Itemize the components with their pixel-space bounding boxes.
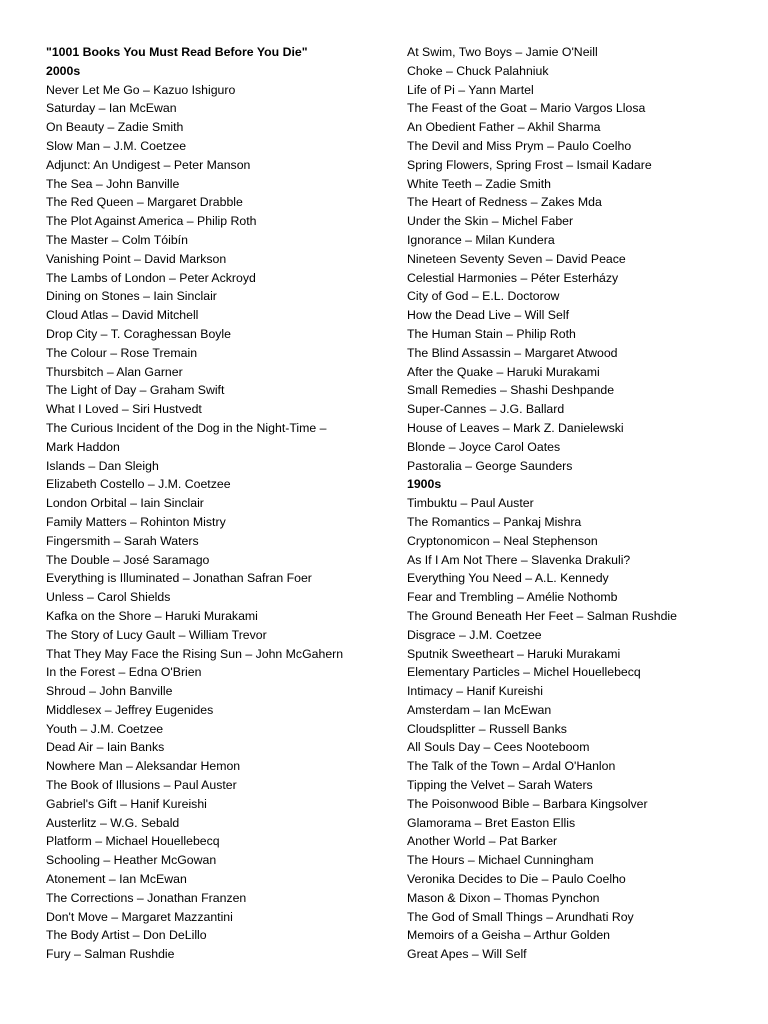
book-entry: Adjunct: An Undigest – Peter Manson xyxy=(46,157,251,172)
book-entry: The Romantics – Pankaj Mishra xyxy=(407,514,582,529)
book-entry: Super-Cannes – J.G. Ballard xyxy=(407,402,565,417)
book-entry: Fingersmith – Sarah Waters xyxy=(46,533,199,548)
book-entry: The Body Artist – Don DeLillo xyxy=(46,928,207,943)
book-entry: The Hours – Michael Cunningham xyxy=(407,853,594,868)
book-entry: Kafka on the Shore – Haruki Murakami xyxy=(46,608,258,623)
book-entry: Intimacy – Hanif Kureishi xyxy=(407,684,544,699)
book-entry: Elementary Particles – Michel Houellebecq xyxy=(407,665,641,680)
book-entry: The Ground Beneath Her Feet – Salman Rushdie xyxy=(407,608,678,623)
book-entry: The Light of Day – Graham Swift xyxy=(46,383,225,398)
book-entry: Drop City – T. Coraghessan Boyle xyxy=(46,326,231,341)
book-entry: Tipping the Velvet – Sarah Waters xyxy=(407,778,593,793)
book-entry: Austerlitz – W.G. Sebald xyxy=(46,815,180,830)
book-entry: An Obedient Father – Akhil Sharma xyxy=(407,120,601,135)
book-entry: Schooling – Heather McGowan xyxy=(46,853,217,868)
book-entry: Great Apes – Will Self xyxy=(407,947,527,962)
book-entry: Veronika Decides to Die – Paulo Coelho xyxy=(407,872,626,887)
book-entry: Ignorance – Milan Kundera xyxy=(407,232,555,247)
book-entry: At Swim, Two Boys – Jamie O'Neill xyxy=(407,45,598,59)
book-entry: All Souls Day – Cees Nooteboom xyxy=(407,740,590,755)
book-entry: As If I Am Not There – Slavenka Drakuli? xyxy=(407,552,631,567)
book-entry: Never Let Me Go – Kazuo Ishiguro xyxy=(46,82,236,97)
book-entry: Family Matters – Rohinton Mistry xyxy=(46,514,226,529)
book-entry: Dead Air – Iain Banks xyxy=(46,740,165,755)
book-entry: Youth – J.M. Coetzee xyxy=(46,721,164,736)
book-entry: What I Loved – Siri Hustvedt xyxy=(46,402,202,417)
book-entry: Everything is Illuminated – Jonathan Safran Foer xyxy=(46,571,312,586)
book-entry: Shroud – John Banville xyxy=(46,684,173,699)
book-entry: The Sea – John Banville xyxy=(46,176,180,191)
book-entry: The Devil and Miss Prym – Paulo Coelho xyxy=(407,138,632,153)
book-entry: Slow Man – J.M. Coetzee xyxy=(46,138,187,153)
book-entry: Choke – Chuck Palahniuk xyxy=(407,63,549,78)
book-entry: Mason & Dixon – Thomas Pynchon xyxy=(407,890,600,905)
book-entry: Memoirs of a Geisha – Arthur Golden xyxy=(407,928,610,943)
book-entry: Life of Pi – Yann Martel xyxy=(407,82,534,97)
book-entry: Another World – Pat Barker xyxy=(407,834,558,849)
document-title: "1001 Books You Must Read Before You Die" xyxy=(46,45,308,59)
book-entry: Islands – Dan Sleigh xyxy=(46,458,159,473)
book-entry: The Red Queen – Margaret Drabble xyxy=(46,195,243,210)
book-entry: On Beauty – Zadie Smith xyxy=(46,120,184,135)
book-entry: That They May Face the Rising Sun – John McGahern xyxy=(46,646,344,661)
book-entry: The Poisonwood Bible – Barbara Kingsolver xyxy=(407,796,648,811)
book-entry: How the Dead Live – Will Self xyxy=(407,308,569,323)
book-entry: The God of Small Things – Arundhati Roy xyxy=(407,909,634,924)
book-entry: Dining on Stones – Iain Sinclair xyxy=(46,289,217,304)
book-entry: Small Remedies – Shashi Deshpande xyxy=(407,383,615,398)
book-entry: Vanishing Point – David Markson xyxy=(46,251,227,266)
book-entry: The Plot Against America – Philip Roth xyxy=(46,214,257,229)
book-entry: The Blind Assassin – Margaret Atwood xyxy=(407,345,618,360)
book-entry: The Lambs of London – Peter Ackroyd xyxy=(46,270,256,285)
book-entry: Sputnik Sweetheart – Haruki Murakami xyxy=(407,646,621,661)
book-entry: The Heart of Redness – Zakes Mda xyxy=(407,195,602,210)
book-entry: Amsterdam – Ian McEwan xyxy=(407,702,552,717)
book-entry: Elizabeth Costello – J.M. Coetzee xyxy=(46,477,231,492)
book-entry: The Curious Incident of the Dog in the Night-Time – xyxy=(46,420,327,435)
book-entry: The Feast of the Goat – Mario Vargos Llosa xyxy=(407,101,646,116)
book-entry: The Corrections – Jonathan Franzen xyxy=(46,890,247,905)
book-entry: Under the Skin – Michel Faber xyxy=(407,214,574,229)
book-entry: The Story of Lucy Gault – William Trevor xyxy=(46,627,267,642)
book-entry: The Master – Colm Tóibín xyxy=(46,232,188,247)
book-entry: Atonement – Ian McEwan xyxy=(46,872,187,887)
book-entry: In the Forest – Edna O'Brien xyxy=(46,665,202,680)
book-entry: Saturday – Ian McEwan xyxy=(46,101,177,116)
book-entry: City of God – E.L. Doctorow xyxy=(407,289,560,304)
book-entry: Nowhere Man – Aleksandar Hemon xyxy=(46,759,241,774)
book-entry: Fury – Salman Rushdie xyxy=(46,947,175,962)
book-entry: Celestial Harmonies – Péter Esterházy xyxy=(407,270,619,285)
book-entry: Everything You Need – A.L. Kennedy xyxy=(407,571,609,586)
book-entry: Don't Move – Margaret Mazzantini xyxy=(46,909,233,924)
book-entry: Nineteen Seventy Seven – David Peace xyxy=(407,251,626,266)
book-entry: The Book of Illusions – Paul Auster xyxy=(46,778,237,793)
book-entry: Fear and Trembling – Amélie Nothomb xyxy=(407,590,618,605)
book-entry: Platform – Michael Houellebecq xyxy=(46,834,220,849)
book-entry: The Colour – Rose Tremain xyxy=(46,345,198,360)
book-entry: Pastoralia – George Saunders xyxy=(407,458,573,473)
book-entry: After the Quake – Haruki Murakami xyxy=(407,364,600,379)
book-entry: Blonde – Joyce Carol Oates xyxy=(407,439,561,454)
book-entry: Spring Flowers, Spring Frost – Ismail Kadare xyxy=(407,157,652,172)
book-entry: White Teeth – Zadie Smith xyxy=(407,176,551,191)
book-entry: House of Leaves – Mark Z. Danielewski xyxy=(407,420,624,435)
book-entry: Gabriel's Gift – Hanif Kureishi xyxy=(46,796,207,811)
book-entry: Middlesex – Jeffrey Eugenides xyxy=(46,702,214,717)
book-entry: The Human Stain – Philip Roth xyxy=(407,326,576,341)
book-entry: The Talk of the Town – Ardal O'Hanlon xyxy=(407,759,616,774)
left-column xyxy=(46,43,376,964)
book-entry: Timbuktu – Paul Auster xyxy=(407,496,534,511)
book-entry: London Orbital – Iain Sinclair xyxy=(46,496,204,511)
book-entry: Disgrace – J.M. Coetzee xyxy=(407,627,542,642)
decade-heading: 1900s xyxy=(407,477,442,492)
book-entry: Glamorama – Bret Easton Ellis xyxy=(407,815,576,830)
book-entry: Mark Haddon xyxy=(46,439,120,454)
book-entry: Unless – Carol Shields xyxy=(46,590,171,605)
book-entry: Cloud Atlas – David Mitchell xyxy=(46,308,199,323)
book-entry: Thursbitch – Alan Garner xyxy=(46,364,183,379)
right-column xyxy=(407,43,752,964)
book-entry: The Double – José Saramago xyxy=(46,552,210,567)
book-entry: Cryptonomicon – Neal Stephenson xyxy=(407,533,598,548)
book-entry: Cloudsplitter – Russell Banks xyxy=(407,721,567,736)
decade-heading: 2000s xyxy=(46,63,81,78)
